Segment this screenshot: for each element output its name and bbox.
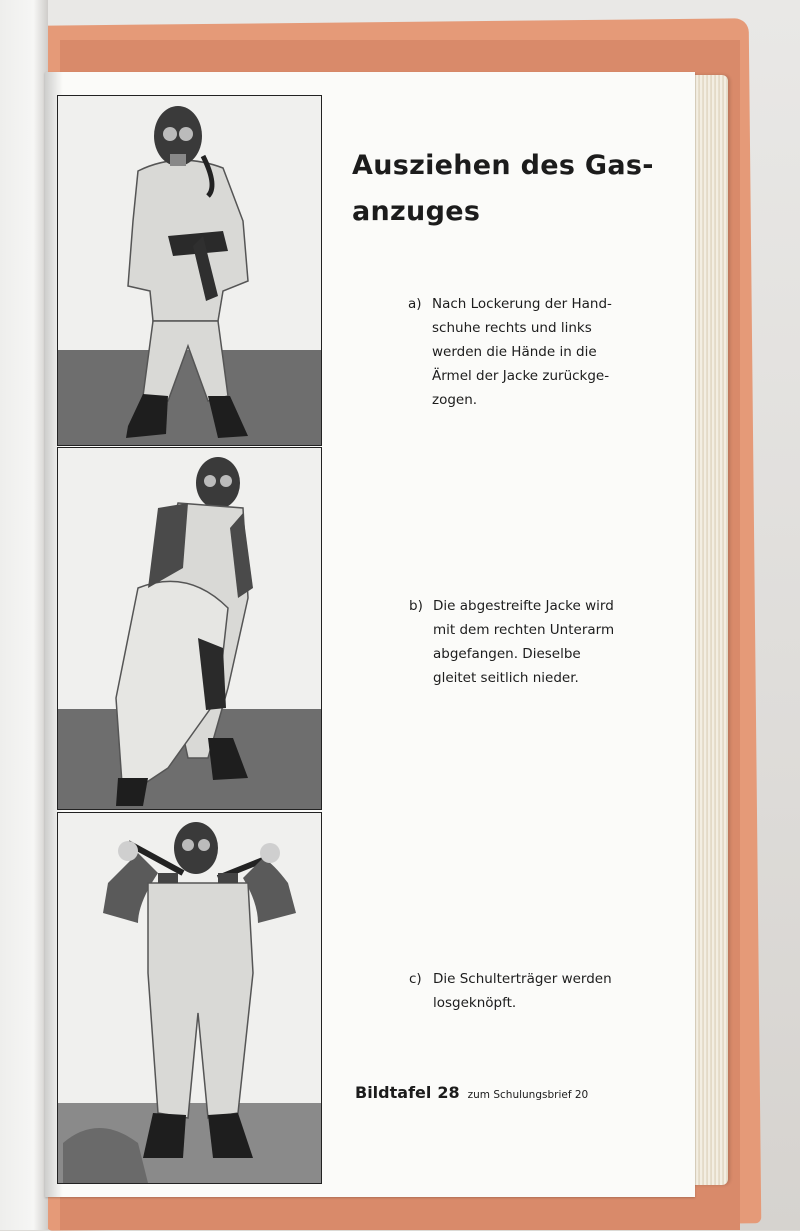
caption-line: abgefangen. Dieselbe (433, 646, 581, 662)
caption-line: gleitet seitlich nieder. (433, 670, 579, 686)
caption-line: Die abgestreifte Jacke wird (433, 598, 614, 614)
caption-label: c) (409, 971, 422, 987)
reference-text: zum Schulungsbrief 20 (467, 1089, 589, 1101)
caption-line: schuhe rechts und links (432, 320, 592, 336)
caption-line: mit dem rechten Unterarm (433, 622, 615, 638)
caption-line: zogen. (432, 392, 478, 408)
photo-figure-a (57, 95, 322, 446)
photo-figure-b (57, 447, 322, 810)
caption-line: Nach Lockerung der Hand- (432, 296, 612, 312)
caption-line: Ärmel der Jacke zurückge- (432, 368, 610, 384)
plate-footer (355, 1083, 588, 1102)
caption-line: losgeknöpft. (433, 995, 517, 1011)
bildtafel-label: Bildtafel (355, 1083, 432, 1102)
caption-line: werden die Hände in die (432, 344, 597, 360)
caption-c (409, 967, 649, 1027)
plate-number: 28 (437, 1083, 460, 1102)
title-line-1: Ausziehen des Gas- (352, 150, 654, 181)
caption-line: Die Schulterträger werden (433, 971, 612, 987)
caption-label: a) (408, 296, 422, 312)
caption-a (408, 292, 648, 422)
caption-b (409, 594, 649, 694)
left-page-edge (0, 0, 48, 1230)
title-line-2: anzuges (352, 196, 481, 227)
caption-label: b) (409, 598, 423, 614)
page-title (352, 143, 672, 235)
photo-figure-c (57, 812, 322, 1184)
